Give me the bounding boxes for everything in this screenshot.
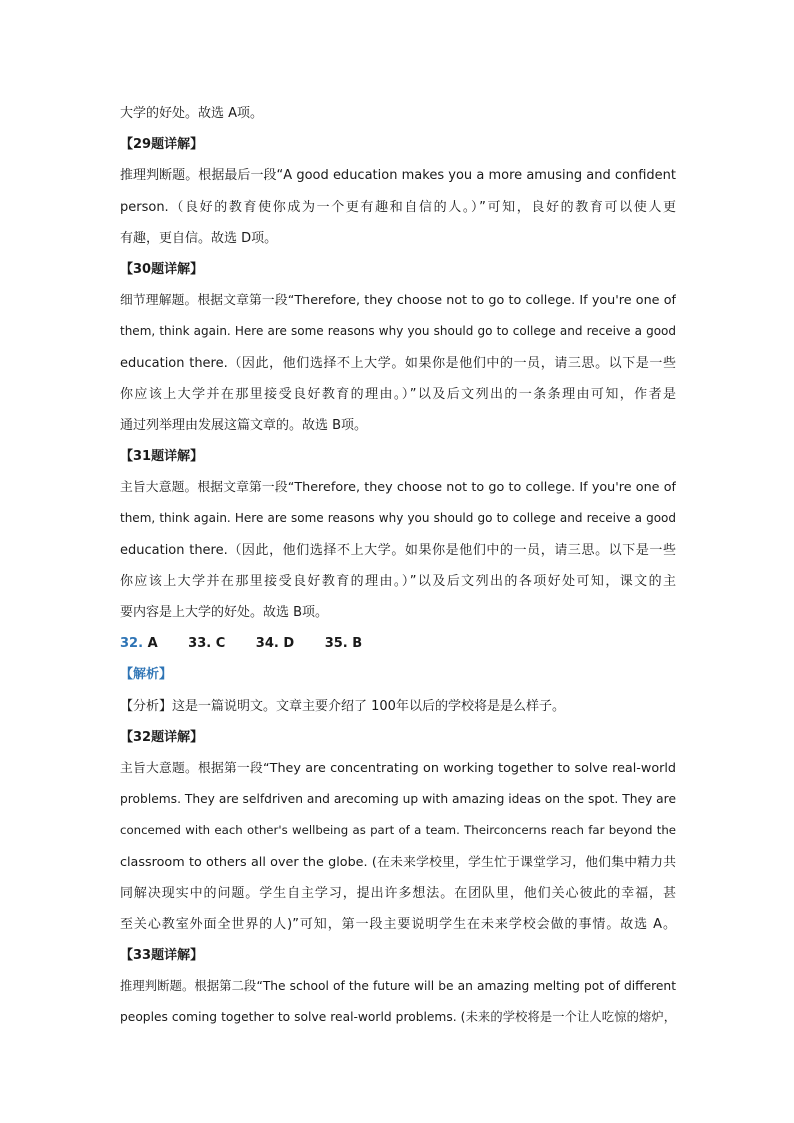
text-line: 同解决现实中的问题。学生自主学习，提出许多想法。在团队里，他们关心彼此的幸福，甚 (120, 885, 676, 901)
answer-34: 34. D (255, 636, 295, 652)
text-line: education there.（因此，他们选择不上大学。如果你是他们中的一员，请三思。以下是一些 (120, 355, 676, 371)
text-line: peoples coming together to solve real-world problems. (未来的学校将是一个让人吃惊的熔炉， (120, 1010, 676, 1025)
text-line: 通过列举理由发展这篇文章的。故选 B项。 (120, 417, 368, 433)
text-line: 要内容是上大学的好处。故选 B项。 (120, 605, 329, 620)
analysis-heading: 【解析】 (120, 667, 173, 683)
text-line: 主旨大意题。根据文章第一段“Therefore, they choose not to go to college. If you're one of (120, 480, 676, 496)
text-line: education there.（因此，他们选择不上大学。如果你是他们中的一员，请三思。以下是一些 (120, 542, 676, 558)
text-line: problems. They are selfdriven and arecoming up with amazing ideas on the spot. They are (120, 792, 676, 807)
answer-35: 35. B (324, 636, 363, 652)
text-line: person.（良好的教育使你成为一个更有趣和自信的人。）”可知，良好的教育可以使人更 (120, 199, 676, 215)
text-line: them, think again. Here are some reasons why you should go to college and receive a good (120, 324, 676, 339)
text-line: 至关心教室外面全世界的人)”可知，第一段主要说明学生在未来学校会做的事情。故选 A。 (120, 916, 676, 932)
text-line: 主旨大意题。根据第一段“They are concentrating on working together to solve real-world (120, 760, 676, 776)
text-line: them, think again. Here are some reasons why you should go to college and receive a good (120, 511, 676, 526)
section-heading-q33: 【33题详解】 (120, 948, 204, 964)
text-line: concemed with each other's wellbeing as part of a team. Theirconcerns reach far beyond the (120, 823, 676, 838)
answer-key-row (120, 628, 676, 659)
section-heading-q30: 【30题详解】 (120, 261, 204, 277)
answer-33: 33. C (188, 636, 226, 652)
answer-explanation-text (120, 98, 676, 1034)
text-line: classroom to others all over the globe. (在未来学校里，学生忙于课堂学习，他们集中精力共 (120, 854, 676, 870)
text-line: 大学的好处。故选 A项。 (120, 106, 264, 121)
answer-32-number: 32. (120, 636, 144, 652)
section-heading-q29: 【29题详解】 (120, 137, 204, 153)
section-heading-q31: 【31题详解】 (120, 449, 204, 465)
text-line: 细节理解题。根据文章第一段“Therefore, they choose not to go to college. If you're one of (120, 293, 676, 309)
text-line: 你应该上大学并在那里接受良好教育的理由。）”以及后文列出的各项好处可知，课文的主 (120, 573, 676, 589)
section-heading-q32: 【32题详解】 (120, 729, 204, 745)
text-line: 【分析】这是一篇说明文。文章主要介绍了 100年以后的学校将是是么样子。 (120, 698, 565, 714)
text-line: 有趣，更自信。故选 D项。 (120, 230, 278, 246)
text-line: 你应该上大学并在那里接受良好教育的理由。）”以及后文列出的一条条理由可知，作者是 (120, 386, 676, 402)
text-line: 推理判断题。根据第二段“The school of the future will be an amazing melting pot of different (120, 979, 676, 994)
answer-32-letter: A (147, 636, 158, 652)
text-line: 推理判断题。根据最后一段“A good education makes you a more amusing and confident (120, 168, 676, 184)
